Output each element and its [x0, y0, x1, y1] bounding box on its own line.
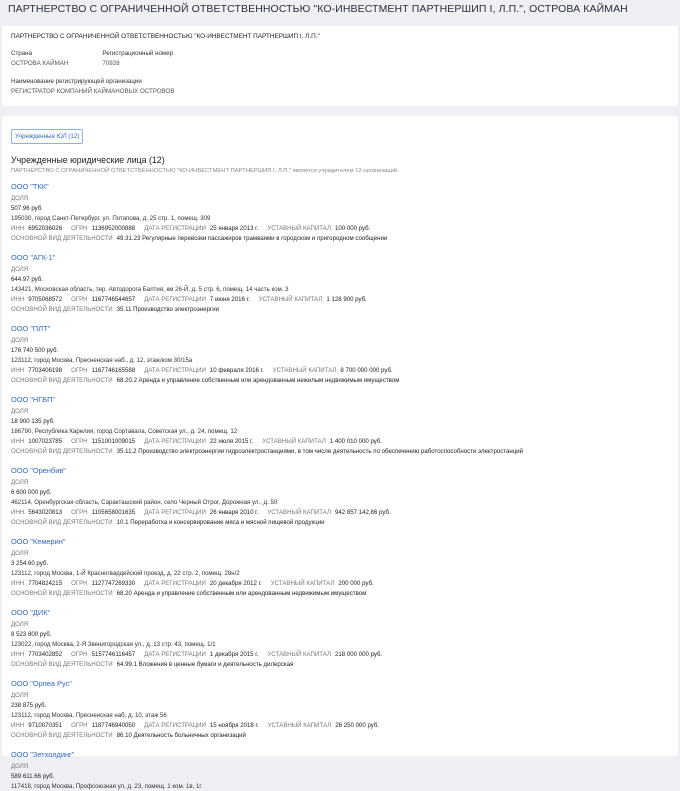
company-share-value: 176 740 500 руб.: [11, 347, 59, 354]
company-name-link[interactable]: ООО "ТКК": [11, 182, 49, 191]
company-name-link[interactable]: ООО "ПЛТ": [11, 324, 51, 333]
reg-date-label: ДАТА РЕГИСТРАЦИИ: [144, 296, 206, 303]
activity-value: 68.20.2 Аренда и управление собственным или арендованным нежилым недвижимым имуществом: [116, 377, 400, 384]
share-label: ДОЛЯ: [11, 479, 29, 486]
reg-date-label: ДАТА РЕГИСТРАЦИИ: [144, 580, 206, 587]
inn-label: ИНН: [11, 580, 25, 587]
company-name-link[interactable]: ООО "Оренбив": [11, 466, 66, 475]
capital-label: УСТАВНЫЙ КАПИТАЛ: [258, 296, 323, 303]
reg-date-label: ДАТА РЕГИСТРАЦИИ: [144, 225, 206, 232]
company-share-value: 507.96 руб.: [11, 205, 43, 212]
share-label: ДОЛЯ: [11, 621, 29, 628]
ogrn-label: ОГРН: [71, 509, 88, 516]
activity-label: ОСНОВНОЙ ВИД ДЕЯТЕЛЬНОСТИ: [11, 448, 113, 455]
inn-label: ИНН: [11, 509, 25, 516]
org-full-name: ПАРТНЕРСТВО С ОГРАНИЧЕННОЙ ОТВЕТСТВЕННОСТЬЮ "КО-ИНВЕСТМЕНТ ПАРТНЕРШИП I, Л.П.": [11, 33, 320, 40]
company-requisites-row: [11, 722, 669, 730]
reg-date-value: 7 июня 2016 г.: [209, 296, 250, 303]
reg-number-label: Регистрационный номер: [102, 50, 174, 57]
capital-value: 218 000 000 руб.: [334, 651, 383, 658]
company-item: [11, 466, 669, 527]
share-label: ДОЛЯ: [11, 337, 29, 344]
reg-date-label: ДАТА РЕГИСТРАЦИИ: [144, 509, 206, 516]
company-requisites-row: [11, 580, 669, 588]
reg-date-value: 10 февраля 2016 г.: [209, 367, 264, 374]
org-country-reg-row: [11, 50, 669, 67]
ogrn-label: ОГРН: [71, 438, 88, 445]
company-share-row: [11, 550, 669, 558]
company-requisites-row: [11, 651, 669, 659]
inn-value: 6952036026: [28, 225, 63, 232]
company-share-row: [11, 337, 669, 345]
share-label: ДОЛЯ: [11, 692, 29, 699]
page-title: ПАРТНЕРСТВО С ОГРАНИЧЕННОЙ ОТВЕТСТВЕННОСТЬЮ "КО-ИНВЕСТМЕНТ ПАРТНЕРШИП I, Л.П.", ОСТРОВА КАЙМАН: [0, 0, 680, 18]
capital-value: 200 000 руб.: [338, 580, 374, 587]
ogrn-value: 1187746940050: [91, 722, 136, 729]
activity-value: 10.1 Переработка и консервирование мяса и мясной пищевой продукции: [116, 519, 325, 526]
company-requisites-row: [11, 367, 669, 375]
company-share-row: [11, 621, 669, 629]
reg-date-value: 15 ноября 2018 г.: [209, 722, 259, 729]
company-share-row: [11, 266, 669, 274]
org-registrar-block: [11, 78, 669, 95]
activity-label: ОСНОВНОЙ ВИД ДЕЯТЕЛЬНОСТИ: [11, 590, 113, 597]
company-share-value: 3 254.60 руб.: [11, 560, 49, 567]
company-item: [11, 253, 669, 314]
capital-label: УСТАВНЫЙ КАПИТАЛ: [272, 367, 337, 374]
activity-label: ОСНОВНОЙ ВИД ДЕЯТЕЛЬНОСТИ: [11, 377, 113, 384]
activity-value: 86.10 Деятельность больничных организаций: [116, 732, 246, 739]
ogrn-value: 1167746165588: [91, 367, 136, 374]
company-share-row: [11, 692, 669, 700]
inn-label: ИНН: [11, 225, 25, 232]
company-share-value: 18 900 135 руб.: [11, 418, 55, 425]
company-requisites-row: [11, 225, 669, 233]
activity-label: ОСНОВНОЙ ВИД ДЕЯТЕЛЬНОСТИ: [11, 732, 113, 739]
company-activity-row: [11, 377, 669, 385]
company-share-row: [11, 763, 669, 771]
reg-date-value: 22 июля 2015 г.: [209, 438, 254, 445]
company-list: [11, 182, 669, 791]
ogrn-value: 1127747269330: [91, 580, 136, 587]
reg-date-label: ДАТА РЕГИСТРАЦИИ: [144, 438, 206, 445]
company-requisites-row: [11, 296, 669, 304]
company-address: 462114, Оренбургская область, Саракташский район, село Черный Отрог, Дорожная ул., д. 50: [11, 499, 278, 506]
inn-value: 9705068572: [28, 296, 63, 303]
company-item: [11, 537, 669, 598]
activity-value: 68.20 Аренда и управление собственным или арендованным недвижимым имуществом: [116, 590, 367, 597]
company-name-link[interactable]: ООО "АГК-1": [11, 253, 56, 262]
capital-label: УСТАВНЫЙ КАПИТАЛ: [262, 438, 326, 445]
ogrn-value: 1105658001635: [91, 509, 136, 516]
org-reg-number-block: [102, 50, 173, 67]
company-share-row: [11, 408, 669, 416]
ogrn-label: ОГРН: [71, 296, 88, 303]
capital-label: УСТАВНЫЙ КАПИТАЛ: [267, 509, 331, 516]
company-item: [11, 324, 669, 385]
reg-date-value: 25 января 2013 г.: [209, 225, 259, 232]
registrar-label: Наименование регистрирующей организации: [11, 78, 142, 85]
ogrn-value: 1136952000888: [91, 225, 136, 232]
company-share-value: 6 600 000 руб.: [11, 489, 52, 496]
company-name-link[interactable]: ООО "Орпеа Рус": [11, 679, 72, 688]
company-share-row: [11, 479, 669, 487]
activity-value: 35.11 Производство электроэнергии: [116, 306, 220, 313]
section-subtitle: ПАРТНЕРСТВО С ОГРАНИЧЕННОЙ ОТВЕТСТВЕННОСТЬЮ "КО-ИНВЕСТМЕНТ ПАРТНЕРШИП I, Л.П." является учредителем 12 организаций.: [11, 168, 399, 174]
company-requisites-row: [11, 509, 669, 517]
activity-value: 35.11.2 Производство электроэнергии гидроэлектростанциями, в том числе деятельность по обеспечению работоспособности электростанций: [116, 448, 524, 455]
company-address: 123112, город Москва, 1-Й Красногвардейский проезд, д. 22 стр. 2, помещ. 28н/2: [11, 570, 240, 577]
capital-label: УСТАВНЫЙ КАПИТАЛ: [267, 225, 331, 232]
country-value: ОСТРОВА КАЙМАН: [11, 60, 69, 67]
company-activity-row: [11, 306, 669, 314]
reg-date-label: ДАТА РЕГИСТРАЦИИ: [144, 722, 206, 729]
inn-label: ИНН: [11, 651, 25, 658]
ogrn-value: 1167746544657: [91, 296, 136, 303]
ogrn-label: ОГРН: [71, 580, 88, 587]
registrar-value: РЕГИСТРАТОР КОМПАНИЙ КАЙМАНОВЫХ ОСТРОВОВ: [11, 88, 175, 95]
company-name-link[interactable]: ООО "Зетхолдинг": [11, 750, 75, 759]
capital-value: 100 000 руб.: [334, 225, 371, 232]
company-share-value: 8 523 800 руб.: [11, 631, 52, 638]
ogrn-label: ОГРН: [71, 722, 88, 729]
share-label: ДОЛЯ: [11, 266, 29, 273]
organization-card: [2, 26, 678, 106]
company-activity-row: [11, 519, 669, 527]
inn-value: 7703402852: [28, 651, 63, 658]
inn-label: ИНН: [11, 722, 25, 729]
inn-value: 9710070351: [28, 722, 63, 729]
company-item: [11, 679, 669, 740]
reg-date-label: ДАТА РЕГИСТРАЦИИ: [144, 651, 206, 658]
company-item: [11, 750, 669, 791]
capital-value: 1 400 010 000 руб.: [329, 438, 383, 445]
inn-label: ИНН: [11, 367, 25, 374]
activity-value: 49.31.23 Регулярные перевозки пассажиров трамваями в городском и пригородном сообщении: [116, 235, 388, 242]
company-name-link[interactable]: ООО "ДИК": [11, 608, 51, 617]
company-address: 123112, город Москва, Пресненская наб., д. 12, этаж/ком 30/15а: [11, 357, 193, 364]
capital-label: УСТАВНЫЙ КАПИТАЛ: [267, 651, 331, 658]
inn-value: 7703406198: [28, 367, 63, 374]
inn-label: ИНН: [11, 438, 25, 445]
company-share-value: 589 611.66 руб.: [11, 773, 55, 780]
ogrn-label: ОГРН: [71, 651, 88, 658]
company-address: 143421, Московская область, тер. Автодорога Балтия, км 26-Й, д. 5 стр. 6, помещ. 14 часть ком. 3: [11, 286, 289, 293]
share-label: ДОЛЯ: [11, 550, 29, 557]
company-activity-row: [11, 732, 669, 740]
capital-value: 1 128 900 руб.: [326, 296, 367, 303]
capital-label: УСТАВНЫЙ КАПИТАЛ: [270, 580, 335, 587]
company-item: [11, 182, 669, 243]
inn-value: 1007023785: [28, 438, 63, 445]
company-address: 123112, город Москва, Пресненская наб, д. 10, этаж 56: [11, 712, 167, 719]
share-label: ДОЛЯ: [11, 763, 29, 770]
activity-label: ОСНОВНОЙ ВИД ДЕЯТЕЛЬНОСТИ: [11, 235, 113, 242]
company-address: 195030, город Санкт-Петербург, ул. Потапова, д. 25 стр. 1, помещ. 309: [11, 215, 211, 222]
company-activity-row: [11, 590, 669, 598]
ogrn-label: ОГРН: [71, 225, 88, 232]
founded-entities-card: [2, 116, 678, 790]
inn-value: 7704824215: [28, 580, 63, 587]
reg-number-value: 70928: [102, 60, 120, 67]
reg-date-value: 1 декабря 2015 г.: [209, 651, 259, 658]
activity-label: ОСНОВНОЙ ВИД ДЕЯТЕЛЬНОСТИ: [11, 661, 113, 668]
company-share-value: 644.97 руб.: [11, 276, 43, 283]
activity-label: ОСНОВНОЙ ВИД ДЕЯТЕЛЬНОСТИ: [11, 519, 113, 526]
company-address: 117418, город Москва, Профсоюзная ул, д. 23, помещ. 1 ком. 1в, 1г: [11, 783, 202, 790]
company-share-value: 238 875 руб.: [11, 702, 47, 709]
inn-label: ИНН: [11, 296, 25, 303]
reg-date-label: ДАТА РЕГИСТРАЦИИ: [144, 367, 206, 374]
activity-label: ОСНОВНОЙ ВИД ДЕЯТЕЛЬНОСТИ: [11, 306, 113, 313]
ogrn-value: 1151001009015: [91, 438, 136, 445]
ogrn-label: ОГРН: [71, 367, 88, 374]
company-activity-row: [11, 235, 669, 243]
capital-label: УСТАВНЫЙ КАПИТАЛ: [267, 722, 332, 729]
reg-date-value: 20 декабря 2012 г.: [209, 580, 262, 587]
company-item: [11, 608, 669, 669]
capital-value: 942 857 142,86 руб.: [334, 509, 391, 516]
tab-founded-entities[interactable]: Учрежденные ЮЛ (12): [11, 129, 83, 144]
ogrn-value: 5157746116457: [91, 651, 136, 658]
share-label: ДОЛЯ: [11, 408, 29, 415]
section-title: Учрежденные юридические лица (12): [11, 155, 165, 165]
capital-value: 8 700 000 000 руб.: [340, 367, 393, 374]
country-label: Страна: [11, 50, 33, 57]
org-country-block: [11, 50, 68, 67]
company-activity-row: [11, 661, 669, 669]
company-activity-row: [11, 448, 669, 456]
share-label: ДОЛЯ: [11, 195, 29, 202]
company-name-link[interactable]: ООО "НГБП": [11, 395, 56, 404]
activity-value: 64.99.1 Вложения в ценные бумаги и деятельность дилерская: [116, 661, 294, 668]
company-address: 186790, Республика Карелия, город Сортавала, Советская ул., д. 24, помещ. 12: [11, 428, 238, 435]
inn-value: 5643020813: [28, 509, 63, 516]
capital-value: 26 250 000 руб.: [335, 722, 380, 729]
company-share-row: [11, 195, 669, 203]
company-name-link[interactable]: ООО "Кемерин": [11, 537, 66, 546]
company-requisites-row: [11, 438, 669, 446]
company-item: [11, 395, 669, 456]
company-address: 123022, город Москва, 2-Я Звенигородская ул., д. 13 стр. 43, помещ. 1/1: [11, 641, 216, 648]
reg-date-value: 26 января 2010 г.: [209, 509, 259, 516]
